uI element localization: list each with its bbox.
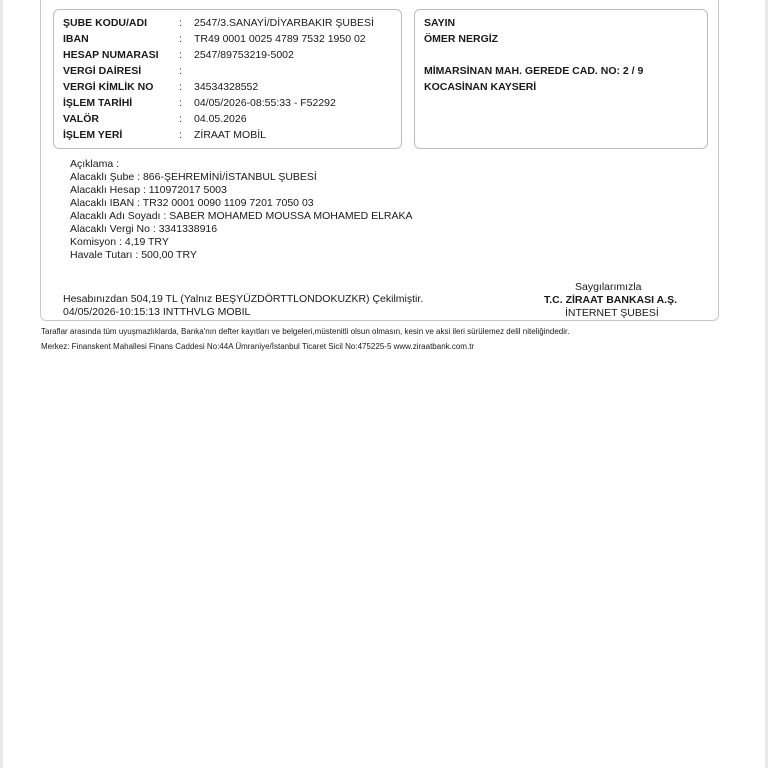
description-heading: Açıklama : [70,158,120,170]
info-colon: : [179,49,182,61]
info-value: 34534328552 [194,81,259,93]
info-value: TR49 0001 0025 4789 7532 1950 02 [194,33,366,45]
info-value: 2547/89753219-5002 [194,49,294,61]
info-value: ZİRAAT MOBİL [194,129,266,141]
info-label: VERGİ DAİRESİ [63,65,142,77]
info-colon: : [179,17,182,29]
signature-branch: İNTERNET ŞUBESİ [565,307,659,319]
info-colon: : [179,65,182,77]
recipient-address-line2: KOCASİNAN KAYSERİ [424,81,537,93]
info-colon: : [179,113,182,125]
signature-greeting: Saygılarımızla [575,281,642,293]
footer-disclaimer: Taraflar arasında tüm uyuşmazlıklarda, Banka'nın defter kayıtları ve belgeleri,müstenitli olsun olmasın, kesin ve aksi ileri sürülemez delil niteliğindedir. [41,327,570,336]
description-line: Alacaklı Şube : 866-ŞEHREMİNİ/İSTANBUL ŞUBESİ [70,171,317,183]
description-line: Alacaklı Vergi No : 3341338916 [70,223,218,235]
description-line: Alacaklı Hesap : 110972017 5003 [70,184,227,196]
info-label: İŞLEM YERİ [63,129,123,141]
info-label: İŞLEM TARİHİ [63,97,133,109]
info-colon: : [179,33,182,45]
info-label: VALÖR [63,113,99,125]
info-value: 04/05/2026-08:55:33 - F52292 [194,97,336,109]
footer-address: Merkez: Finanskent Mahallesi Finans Caddesi No:44A Ümraniye/İstanbul Ticaret Sicil No:475225-5 www.ziraatbank.com.tr [41,342,475,351]
info-label: HESAP NUMARASI [63,49,159,61]
recipient-address-line1: MİMARSİNAN MAH. GEREDE CAD. NO: 2 / 9 [424,65,644,77]
info-colon: : [179,81,182,93]
info-label: IBAN [63,33,89,45]
description-line: Havale Tutarı : 500,00 TRY [70,249,197,261]
description-line: Alacaklı Adı Soyadı : SABER MOHAMED MOUSSA MOHAMED ELRAKA [70,210,413,222]
info-colon: : [179,129,182,141]
info-colon: : [179,97,182,109]
signature-bank-name: T.C. ZİRAAT BANKASI A.Ş. [544,294,677,306]
description-line: Komisyon : 4,19 TRY [70,236,169,248]
withdrawal-notice: Hesabınızdan 504,19 TL (Yalnız BEŞYÜZDÖRTTLONDOKUZKR) Çekilmiştir. [63,293,424,305]
description-line: Alacaklı IBAN : TR32 0001 0090 1109 7201 7050 03 [70,197,314,209]
recipient-name: ÖMER NERGİZ [424,33,499,45]
info-value: 2547/3.SANAYİ/DİYARBAKIR ŞUBESİ [194,17,374,29]
page-edge-left [0,0,3,768]
info-label: ŞUBE KODU/ADI [63,17,148,29]
info-value: 04.05.2026 [194,113,247,125]
info-label: VERGİ KİMLİK NO [63,81,154,93]
recipient-salutation: SAYIN [424,17,456,29]
withdrawal-reference: 04/05/2026-10:15:13 INTTHVLG MOBIL [63,306,251,318]
